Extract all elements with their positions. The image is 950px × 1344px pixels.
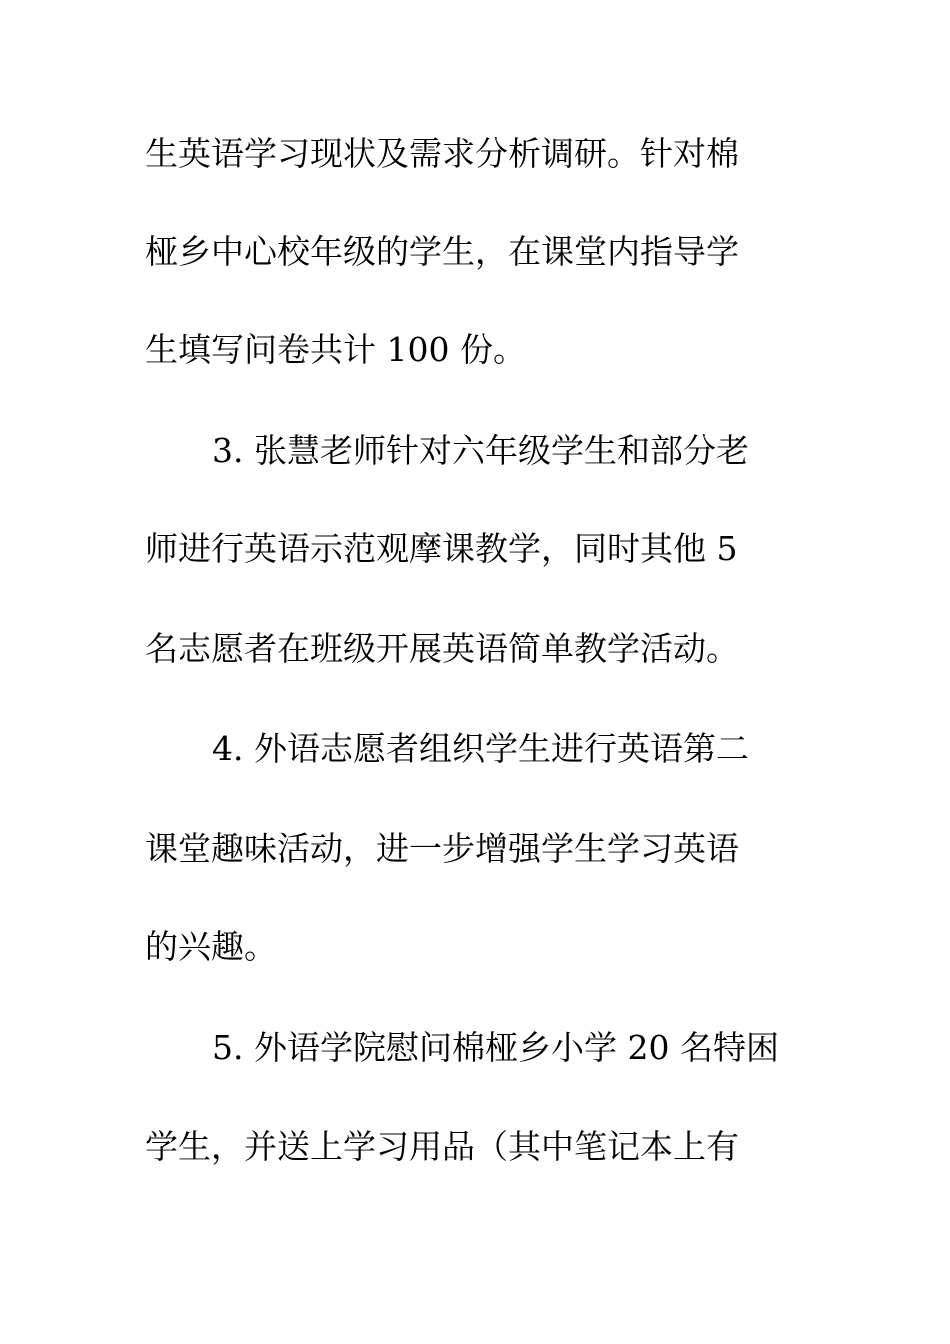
paragraph-line: 生填写问卷共计 100 份。 (145, 330, 526, 369)
paragraph-line: 名志愿者在班级开展英语简单教学活动。 (145, 629, 739, 668)
paragraph-line: 的兴趣。 (145, 927, 277, 966)
paragraph-line: 师进行英语示范观摩课教学，同时其他 5 (145, 529, 738, 568)
paragraph-line-numbered-4: 4. 外语志愿者组织学生进行英语第二 (212, 729, 749, 768)
paragraph-line: 课堂趣味活动，进一步增强学生学习英语 (145, 829, 739, 868)
paragraph-line: 生英语学习现状及需求分析调研。针对棉 (145, 134, 739, 173)
paragraph-line: 学生，并送上学习用品（其中笔记本上有 (145, 1127, 739, 1166)
paragraph-line: 桠乡中心校年级的学生，在课堂内指导学 (145, 232, 739, 271)
paragraph-line-numbered-5: 5. 外语学院慰问棉桠乡小学 20 名特困 (212, 1028, 779, 1067)
paragraph-line-numbered-3: 3. 张慧老师针对六年级学生和部分老 (212, 431, 749, 470)
